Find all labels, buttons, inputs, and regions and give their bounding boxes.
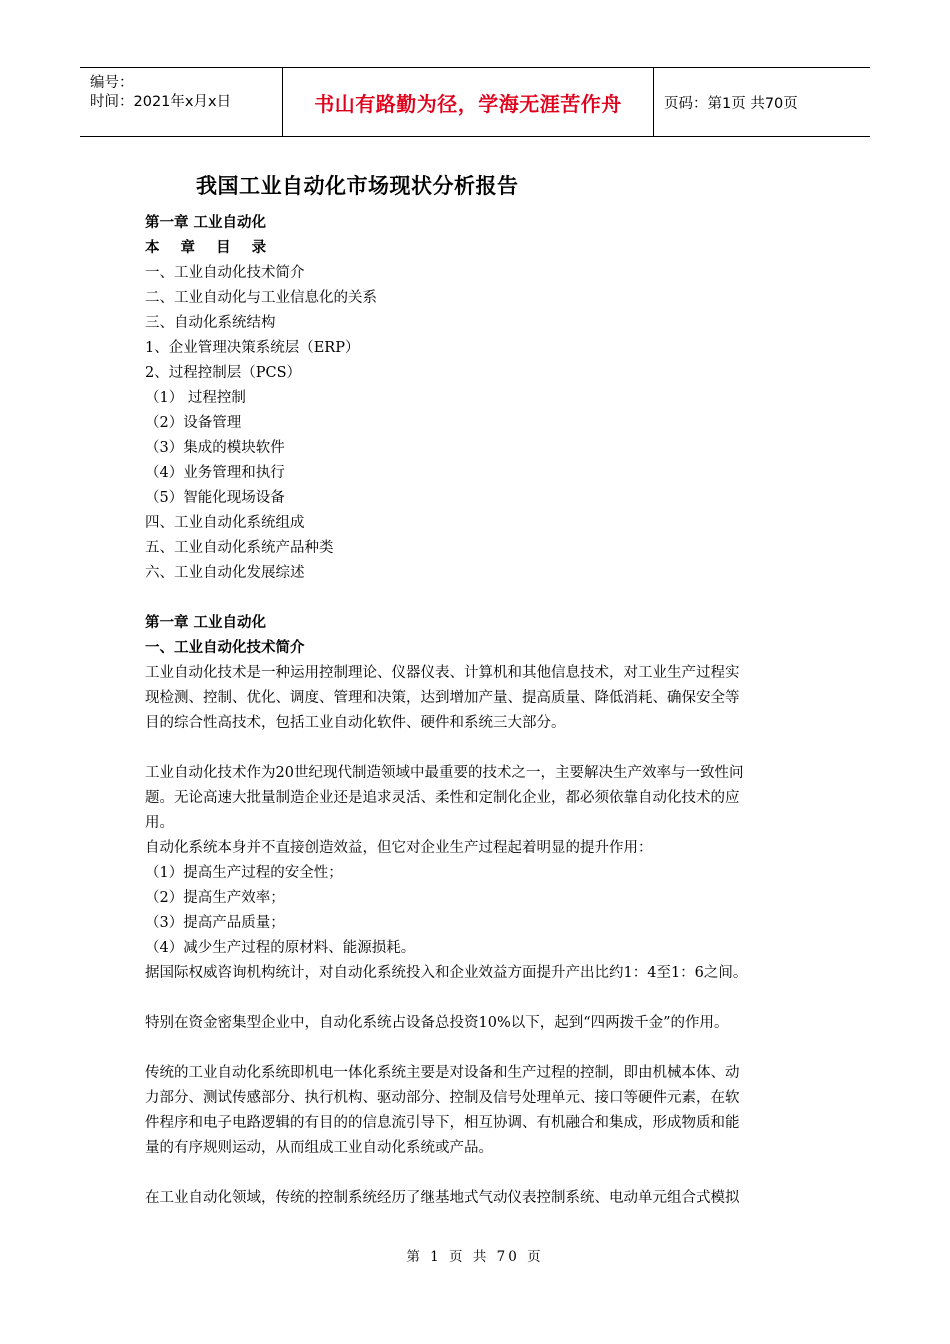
document-body [145,211,810,1211]
paragraph-2 [145,761,810,986]
list-item: （1）提高生产过程的安全性； [145,865,343,881]
toc-item: 二、工业自动化与工业信息化的关系 [145,290,377,306]
header-motto: 书山有路勤为径，学海无涯苦作舟 [282,68,654,136]
list-item: （3）提高产品质量； [145,915,285,931]
text-line: 用。 [145,815,174,831]
header-page-number: 页码：第1页 共70页 [664,95,798,112]
toc-item: （4）业务管理和执行 [145,465,285,481]
section-heading: 一、工业自动化技术简介 [145,640,305,656]
toc-item: 2、过程控制层（PCS） [145,365,302,381]
toc-item: 六、工业自动化发展综述 [145,565,305,581]
text-line: 题。无论高速大批量制造企业还是追求灵活、柔性和定制化企业，都必须依靠自动化技术的应 [145,790,740,806]
chapter-heading: 第一章 工业自动化 [145,215,267,231]
header-meta [80,68,282,136]
chapter-heading-2: 第一章 工业自动化 [145,615,267,631]
document-date-label: 时间：2021年x月x日 [90,94,232,110]
text-line: 力部分、测试传感部分、执行机构、驱动部分、控制及信号处理单元、接口等硬件元素，在软 [145,1090,740,1106]
paragraph-3: 特别在资金密集型企业中，自动化系统占设备总投资10%以下，起到“四两拨千金”的作用。 [145,1015,729,1031]
text-line: 件程序和电子电路逻辑的有目的的信息流引导下，相互协调、有机融合和集成，形成物质和能 [145,1115,740,1131]
toc-item: 四、工业自动化系统组成 [145,515,305,531]
text-line: 据国际权威咨询机构统计，对自动化系统投入和企业效益方面提升产出比约1：4至1：6之间。 [145,965,748,981]
text-line: 现检测、控制、优化、调度、管理和决策，达到增加产量、提高质量、降低消耗、确保安全等 [145,690,740,706]
toc-item: （1） 过程控制 [145,390,246,406]
toc-item: 一、工业自动化技术简介 [145,265,305,281]
list-item: （4）减少生产过程的原材料、能源损耗。 [145,940,416,956]
toc-item: （2）设备管理 [145,415,242,431]
page-footer: 第 1 页 共 70 页 [406,1249,544,1265]
toc-item: （5）智能化现场设备 [145,490,285,506]
table-of-contents [145,261,810,586]
toc-item: （3）集成的模块软件 [145,440,285,456]
list-item: （2）提高生产效率； [145,890,285,906]
paragraph-1 [145,661,810,736]
paragraph-5: 在工业自动化领域，传统的控制系统经历了继基地式气动仪表控制系统、电动单元组合式模拟 [145,1190,740,1206]
document-number-label: 编号： [90,75,134,91]
paragraph-4 [145,1061,810,1161]
page-header [80,67,870,137]
text-line: 目的综合性高技术，包括工业自动化软件、硬件和系统三大部分。 [145,715,566,731]
toc-item: 1、企业管理决策系统层（ERP） [145,340,360,356]
toc-item: 五、工业自动化系统产品种类 [145,540,334,556]
toc-item: 三、自动化系统结构 [145,315,276,331]
toc-heading: 本 章 目 录 [145,240,275,256]
text-line: 自动化系统本身并不直接创造效益，但它对企业生产过程起着明显的提升作用： [145,840,653,856]
document-title: 我国工业自动化市场现状分析报告 [196,174,519,198]
text-line: 量的有序规则运动，从而组成工业自动化系统或产品。 [145,1140,493,1156]
text-line: 工业自动化技术是一种运用控制理论、仪器仪表、计算机和其他信息技术，对工业生产过程实 [145,665,740,681]
text-line: 传统的工业自动化系统即机电一体化系统主要是对设备和生产过程的控制，即由机械本体、动 [145,1065,740,1081]
text-line: 工业自动化技术作为20世纪现代制造领域中最重要的技术之一，主要解决生产效率与一致性问 [145,765,744,781]
